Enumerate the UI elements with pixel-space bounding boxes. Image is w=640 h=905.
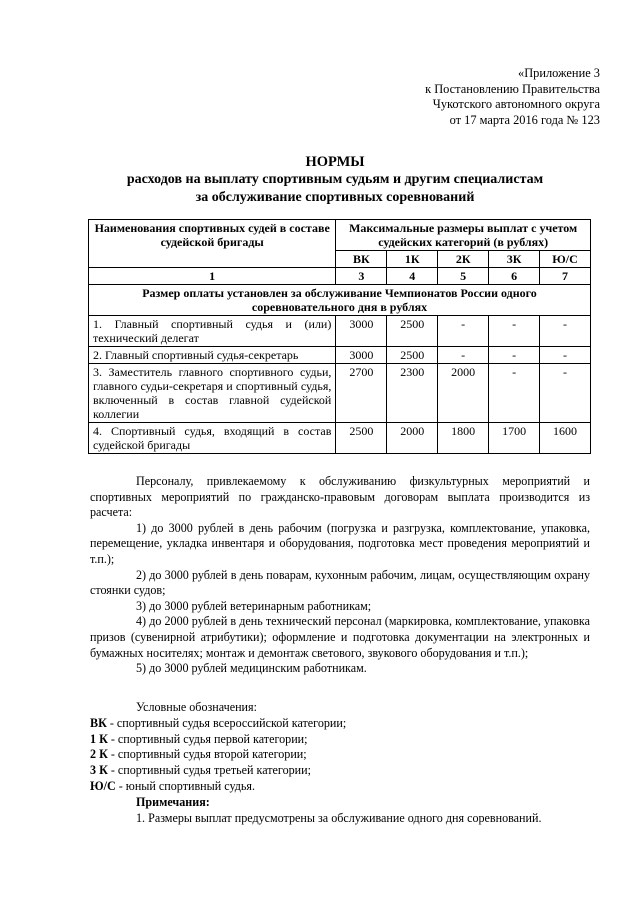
legend-item xyxy=(90,747,590,763)
appendix-line: к Постановлению Правительства xyxy=(425,81,600,96)
colnum-cell: 5 xyxy=(438,268,489,285)
body-text xyxy=(90,474,590,677)
list-item: 1) до 3000 рублей в день рабочим (погрузка и разгрузка, комплектование, упаковка, перемещение, укладка инвентаря и оборудования, подготовка мест проведения мероприятий и т.п.); xyxy=(90,520,590,566)
table-section-row xyxy=(89,285,591,316)
colnum-cell: 1 xyxy=(89,268,336,285)
value-cell: 2500 xyxy=(387,316,438,347)
value-cell: - xyxy=(489,316,540,347)
category-cell: ВК xyxy=(336,251,387,268)
value-cell: - xyxy=(540,316,591,347)
section-title-cell: Размер оплаты установлен за обслуживание Чемпионатов России одного соревновательного дня в рублях xyxy=(89,285,591,316)
value-cell: 2500 xyxy=(336,423,387,454)
table-header-row xyxy=(89,220,591,251)
value-cell: - xyxy=(489,364,540,423)
legend-abbr: 2 К xyxy=(90,747,108,762)
value-cell: 2000 xyxy=(387,423,438,454)
norms-table xyxy=(88,219,591,454)
value-cell: 2300 xyxy=(387,364,438,423)
notes-heading: Примечания: xyxy=(136,794,210,809)
note-item: 1. Размеры выплат предусмотрены за обслуживание одного дня соревнований. xyxy=(136,810,542,825)
legend-item xyxy=(90,779,590,795)
category-cell: 2К xyxy=(438,251,489,268)
appendix-line: Чукотского автономного округа xyxy=(432,97,600,112)
legend-section xyxy=(90,700,590,826)
legend-abbr: ВК xyxy=(90,715,107,730)
list-item: 5) до 3000 рублей медицинским работникам. xyxy=(136,661,367,676)
list-item: 3) до 3000 рублей ветеринарным работникам; xyxy=(136,598,372,613)
value-cell: - xyxy=(540,364,591,423)
colnum-cell: 6 xyxy=(489,268,540,285)
value-cell: 1800 xyxy=(438,423,489,454)
colnum-cell: 7 xyxy=(540,268,591,285)
title-subtitle: расходов на выплату спортивным судьям и другим специалистам xyxy=(126,172,544,187)
table-row xyxy=(89,316,591,347)
value-cell: 1700 xyxy=(489,423,540,454)
legend-item xyxy=(90,716,590,732)
value-cell: 2500 xyxy=(387,347,438,364)
legend-heading: Условные обозначения: xyxy=(136,700,257,714)
table-row xyxy=(89,423,591,454)
colnum-cell: 4 xyxy=(387,268,438,285)
header-name-cell: Наименования спортивных судей в составе судейской бригады xyxy=(89,220,336,268)
table-row xyxy=(89,347,591,364)
value-cell: 3000 xyxy=(336,316,387,347)
legend-abbr: Ю/С xyxy=(90,778,116,793)
value-cell: - xyxy=(489,347,540,364)
value-cell: 3000 xyxy=(336,347,387,364)
category-cell: 1К xyxy=(387,251,438,268)
list-item: 4) до 2000 рублей в день технический персонал (маркировка, комплектование, упаковка призов (сувенирной атрибутики); оформление и подготовка документации на электронных и бумажных носителях; монтаж и демонтаж светового, звукового оборудования и т.п.); xyxy=(90,614,590,660)
row-name-cell: 1. Главный спортивный судья и (или) технический делегат xyxy=(89,316,336,347)
list-item: 2) до 3000 рублей в день поварам, кухонным рабочим, лицам, осуществляющим охрану стоянки судов; xyxy=(90,567,590,598)
category-cell: 3К xyxy=(489,251,540,268)
legend-abbr: 1 К xyxy=(90,731,108,746)
row-name-cell: 4. Спортивный судья, входящий в состав судейской бригады xyxy=(89,423,336,454)
legend-item xyxy=(90,732,590,748)
appendix-reference xyxy=(380,66,600,128)
appendix-line: «Приложение 3 xyxy=(518,66,600,80)
title-main: НОРМЫ xyxy=(305,154,365,170)
document-title xyxy=(80,154,590,206)
row-name-cell: 3. Заместитель главного спортивного судьи, главного судьи-секретаря и спортивный судья, включенный в состав главной судейской коллегии xyxy=(89,364,336,423)
value-cell: - xyxy=(438,316,489,347)
value-cell: - xyxy=(438,347,489,364)
table-colnum-row xyxy=(89,268,591,285)
row-name-cell: 2. Главный спортивный судья-секретарь xyxy=(89,347,336,364)
value-cell: 2700 xyxy=(336,364,387,423)
legend-text: - спортивный судья третьей категории; xyxy=(107,763,311,778)
title-subtitle: за обслуживание спортивных соревнований xyxy=(195,189,475,205)
legend-text: - спортивный судья всероссийской категории; xyxy=(106,715,347,730)
value-cell: - xyxy=(540,347,591,364)
legend-text: - спортивный судья первой категории; xyxy=(107,731,308,746)
legend-text: - спортивный судья второй категории; xyxy=(107,747,307,762)
legend-item xyxy=(90,763,590,779)
legend-abbr: 3 К xyxy=(90,763,108,778)
table-row xyxy=(89,364,591,423)
legend-text: - юный спортивный судья. xyxy=(115,778,256,793)
intro-paragraph: Персоналу, привлекаемому к обслуживанию физкультурных мероприятий и спортивных мероприятий по гражданско-правовым договорам выплата производится из расчета: xyxy=(90,474,590,520)
header-max-cell: Максимальные размеры выплат с учетом судейских категорий (в рублях) xyxy=(336,220,591,251)
value-cell: 1600 xyxy=(540,423,591,454)
category-cell: Ю/С xyxy=(540,251,591,268)
colnum-cell: 3 xyxy=(336,268,387,285)
appendix-line: от 17 марта 2016 года № 123 xyxy=(449,112,600,127)
value-cell: 2000 xyxy=(438,364,489,423)
